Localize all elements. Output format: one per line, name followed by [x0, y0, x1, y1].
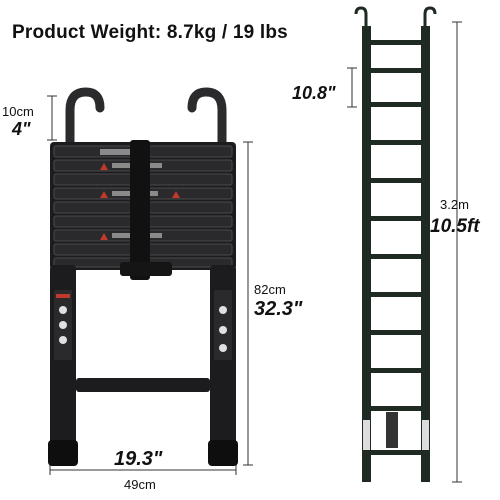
- hook-height-imperial: 4": [12, 119, 31, 139]
- extended-right-hook-icon: [425, 8, 435, 28]
- extended-left-hook-icon: [356, 8, 366, 28]
- extended-rungs: [364, 40, 428, 455]
- left-hook-icon: [70, 92, 100, 142]
- bottom-rung: [76, 378, 210, 392]
- extended-length-metric: 3.2m: [440, 197, 469, 212]
- collapsed-height-metric: 82cm: [254, 282, 286, 297]
- collapsed-height-imperial: 32.3": [254, 298, 303, 320]
- rung-spacing-imperial: 10.8": [292, 83, 336, 103]
- product-weight-title: Product Weight: 8.7kg / 19 lbs: [12, 22, 288, 43]
- collapsed-width-imperial: 19.3": [114, 448, 163, 470]
- extended-length-imperial: 10.5ft: [430, 216, 480, 237]
- extended-ladder: [356, 8, 435, 482]
- hook-height-metric: 10cm: [2, 104, 34, 119]
- right-hook-icon: [192, 92, 222, 142]
- collapsed-ladder: [48, 92, 238, 466]
- carry-strap: [130, 140, 150, 280]
- collapsed-width-metric: 49cm: [124, 477, 156, 492]
